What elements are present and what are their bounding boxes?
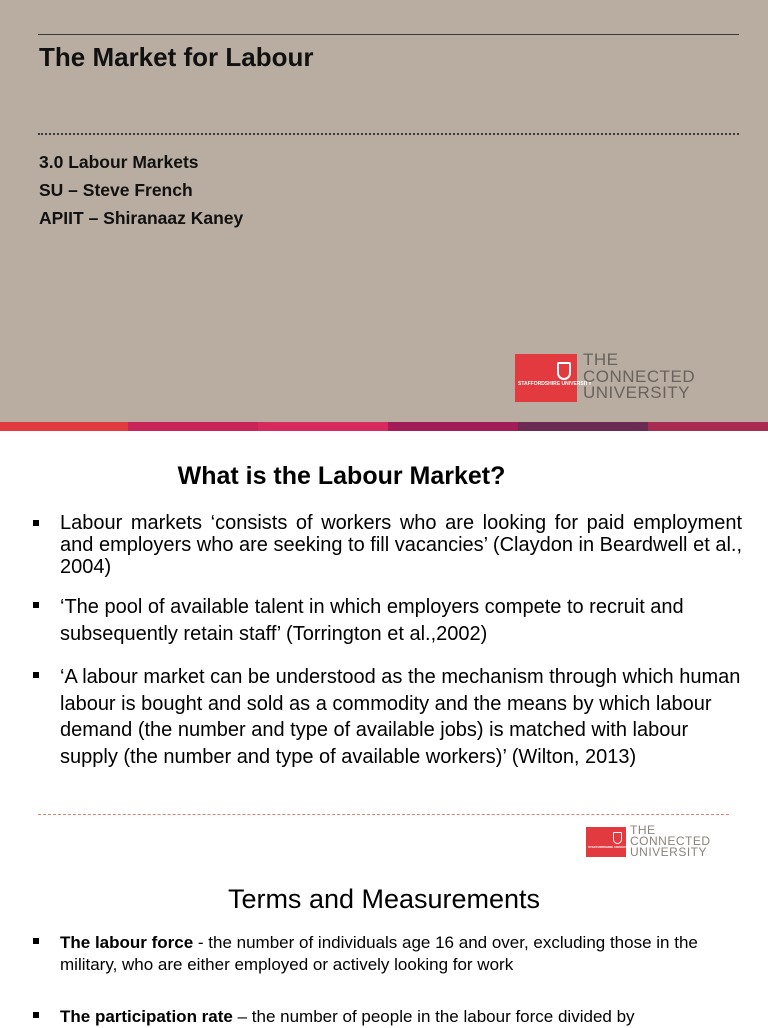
color-band bbox=[0, 422, 768, 431]
bullet-icon bbox=[33, 1012, 39, 1018]
logo-tagline-line: CONNECTED bbox=[630, 834, 711, 848]
list-item-text: ‘A labour market can be understood as the mechanism through which human labour is bought and sold as a commodity and the means by which labour demand (the number and type of available jobs) is matched with labour supply (the number and type of available workers)’ (Wilton, 2013) bbox=[60, 666, 741, 768]
university-logo-small bbox=[586, 825, 731, 859]
list-item bbox=[30, 594, 742, 648]
term-definition: - the number of individuals age 16 and over, excluding those in the military, who are either employed or actively looking for work bbox=[60, 933, 698, 974]
list-item-text: ‘The pool of available talent in which employers compete to recruit and subsequently retain staff’ (Torrington et al.,2002) bbox=[60, 596, 684, 645]
crest-icon bbox=[557, 362, 571, 380]
subtitle-line: SU – Steve French bbox=[39, 180, 193, 200]
band-segment bbox=[258, 422, 388, 431]
bullet-icon bbox=[33, 602, 39, 608]
list-item bbox=[30, 512, 742, 578]
band-segment bbox=[518, 422, 648, 431]
section-title: What is the Labour Market? bbox=[177, 462, 506, 490]
logo-tagline-line: CONNECTED bbox=[583, 366, 696, 386]
logo-badge bbox=[515, 354, 592, 402]
logo-university-name: STAFFORDSHIRE UNIVERSITY bbox=[588, 845, 633, 849]
band-segment bbox=[0, 422, 128, 431]
top-rule bbox=[38, 34, 739, 35]
slide-subtitle bbox=[39, 148, 243, 232]
list-item-text: Labour markets ‘consists of workers who are looking for paid employment and employers who are seeking to fill vacancies’ (Claydon in Beardwell et al., 2004) bbox=[60, 512, 742, 578]
term-definition: – the number of people in the labour force divided by bbox=[232, 1007, 635, 1026]
crest-icon bbox=[613, 832, 622, 844]
logo-tagline bbox=[583, 352, 695, 402]
dotted-divider bbox=[38, 133, 739, 135]
band-segment bbox=[648, 422, 768, 431]
subtitle-line: 3.0 Labour Markets bbox=[39, 152, 199, 172]
terms-list bbox=[30, 932, 730, 1028]
logo-tagline bbox=[630, 825, 711, 858]
title-slide bbox=[0, 0, 768, 422]
logo-tagline-line: UNIVERSITY bbox=[583, 383, 691, 402]
subtitle-line: APIIT – Shiranaaz Kaney bbox=[39, 208, 244, 228]
university-logo bbox=[515, 352, 740, 404]
logo-badge bbox=[586, 827, 633, 857]
logo-university-name: STAFFORDSHIRE UNIVERSITY bbox=[518, 381, 592, 387]
slide-title: The Market for Labour bbox=[39, 42, 314, 72]
list-item bbox=[30, 664, 742, 770]
list-item bbox=[30, 1006, 730, 1028]
term-label: The labour force bbox=[60, 933, 194, 952]
bullet-icon bbox=[33, 938, 39, 944]
bullet-icon bbox=[33, 672, 39, 678]
term-label: The participation rate bbox=[60, 1007, 233, 1026]
band-segment bbox=[128, 422, 258, 431]
dashed-divider bbox=[38, 814, 729, 815]
band-segment bbox=[388, 422, 518, 431]
logo-tagline-line: THE bbox=[583, 350, 619, 369]
section-title bbox=[0, 884, 768, 915]
definition-list bbox=[30, 512, 742, 770]
logo-tagline-line: UNIVERSITY bbox=[630, 845, 708, 859]
bullet-icon bbox=[33, 520, 39, 526]
list-item bbox=[30, 932, 730, 976]
section-title-text: Terms and Measurements bbox=[227, 884, 541, 914]
logo-tagline-line: THE bbox=[630, 823, 656, 837]
